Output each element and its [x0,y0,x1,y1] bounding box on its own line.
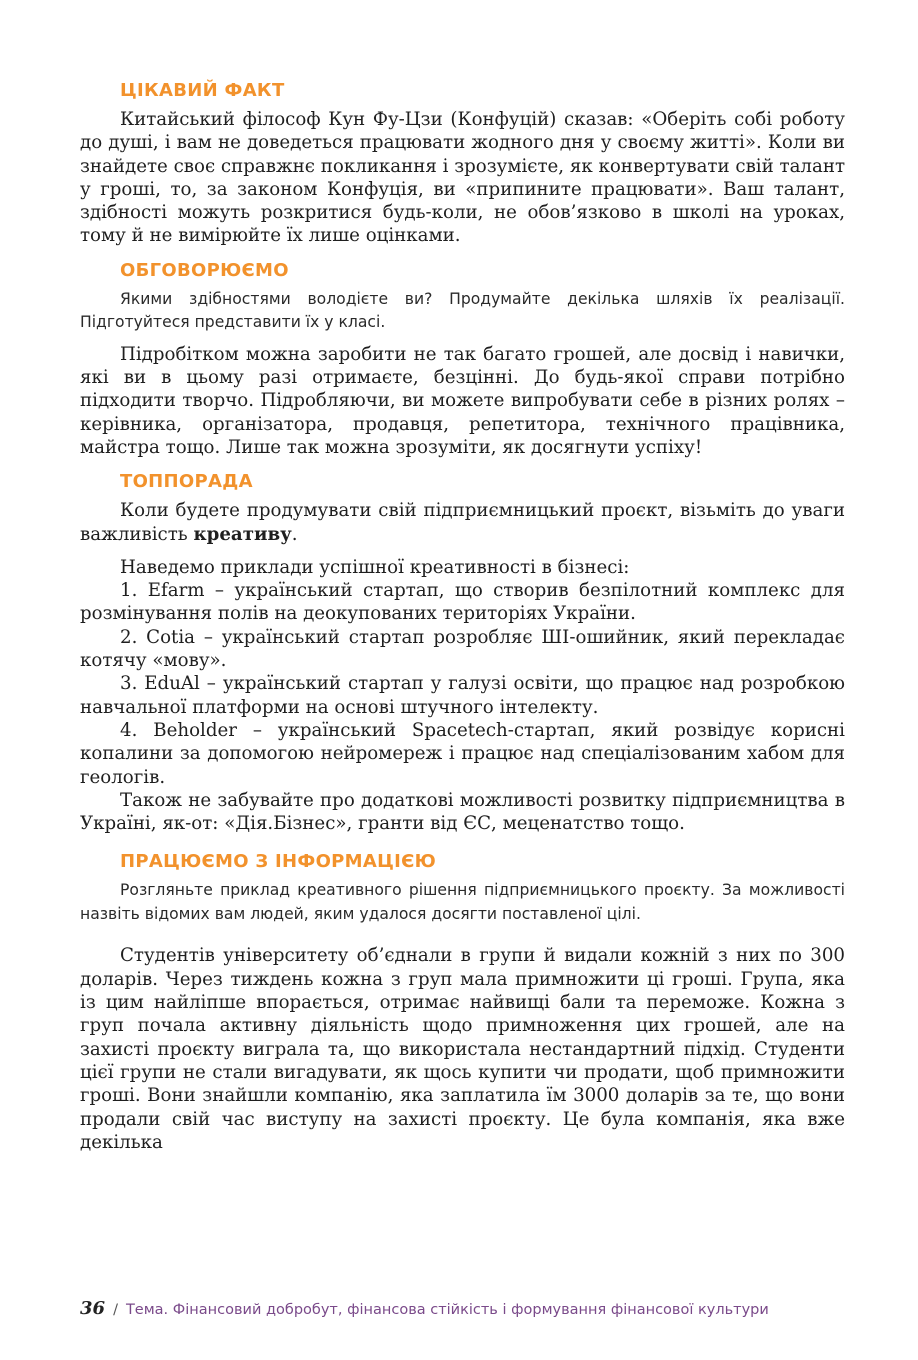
fact-paragraph: Китайський філософ Кун Фу-Цзи (Конфуцій) сказав: «Оберіть собі роботу до душі, і вам не доведеться працювати жодного дня у своєму житті». Коли ви знайдете своє справжнє покликання і зрозумієте, як конвертувати свій талант у гроші, то, за законом Конфуція, ви «припините працювати». Ваш талант, здібності можуть розкритися будь-коли, не обов’язково в школі на уроках, тому й не вимірюйте їх лише оцінками. [80,109,846,247]
tip-item-1: 1. Efarm – український стартап, що створив безпілотний комплекс для розмінування полів на деокупованих територіях України. [80,580,845,625]
discuss-heading: ОБГОВОРЮЄМО [120,259,289,281]
tip-intro: Наведемо приклади успішної креативності в бізнесі: [120,556,630,578]
tip-paragraph [80,499,845,546]
fact-heading: ЦІКАВИЙ ФАКТ [120,80,285,101]
discuss-paragraph: Підробітком можна заробити не так багато грошей, але досвід і навички, які ви в цьому разі отримаєте, безцінні. До будь-якої справи потрібно підходити творчо. Підробляючи, ви можете випробувати себе в різних ролях – керівника, організатора, продавця, репетитора, технічного працівника, майстра тощо. Лише так можна зрозуміти, як досягнути успіху! [80,343,845,458]
info-heading: ПРАЦЮЄМО З ІНФОРМАЦІЄЮ [120,851,437,873]
tip-closing: Також не забувайте про додаткові можливості розвитку підприємництва в Україні, як-от: «Дія.Бізнес», гранти від ЄС, меценатство тощо. [80,789,845,835]
tip-heading: ТОППОРАДА [120,471,253,493]
page-number: 36 [80,1298,106,1319]
tip-item-3: 3. EduAl – український стартап у галузі освіти, що працює над розробкою навчальної платформи на основі штучного інтелекту. [80,673,845,718]
discuss-question: Якими здібностями володієте ви? Продумайте декілька шляхів їх реалізації. Підготуйтеся представити їх у класі. [80,289,845,332]
tip-item-2: 2. Cotia – український стартап розробляє ШІ-ошийник, який перекладає котячу «мову». [80,626,845,672]
info-paragraph: Студентів університету об’єднали в групи й видали кожній з них по 300 доларів. Через тиждень кожна з груп мала примножити ці гроші. Група, яка із цим найліпше впорається, отримає найвищі бали та переможе. Кожна з груп почала активну діяльність щодо примноження цих грошей, але на захисті проєкту виграла та, що використала нестандартний підхід. Студенти цієї групи не стали вигадувати, як щось купити чи продати, щоб примножити гроші. Вони знайшли компанію, яка заплатила їм 3000 доларів за те, що вони продали свій час виступу на захисті проєкту. Це була компанія, яка вже декілька [80,945,845,1153]
tip-text-before: Коли будете продумувати свій підприємницький проєкт, візьміть до уваги важливість [80,500,845,545]
tip-item-4: 4. Beholder – український Spacetech-стартап, який розвідує корисні копалини за допомогою нейромереж і працює над спеціалізованим хабом для геологів. [80,719,845,788]
page-footer [80,1298,769,1319]
info-task: Розгляньте приклад креативного рішення підприємницького проєкту. За можливості назвіть відомих вам людей, яким удалося досягти поставленої цілі. [80,881,845,923]
tip-text-bold: креативу [193,523,292,545]
footer-topic: Тема. Фінансовий добробут, фінансова стійкість і формування фінансової культури [125,1302,769,1318]
page-content [80,78,845,1154]
footer-separator: / [113,1302,118,1318]
tip-text-after: . [291,523,298,545]
